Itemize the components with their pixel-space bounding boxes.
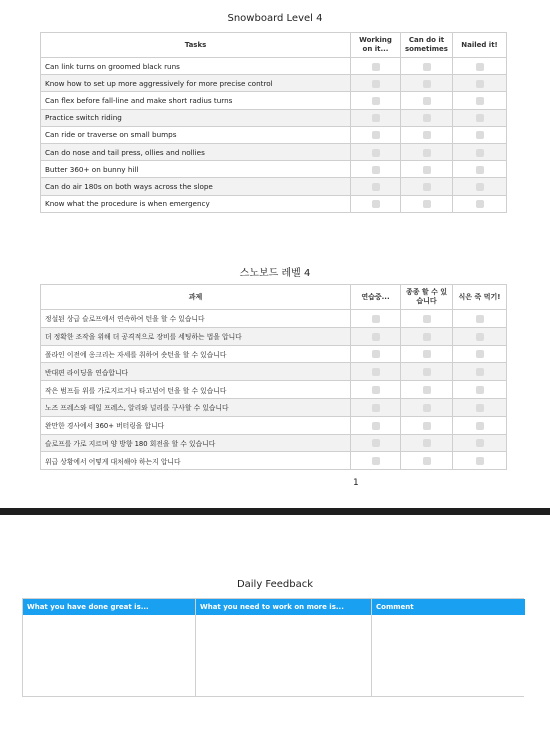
checkbox[interactable] — [476, 149, 484, 157]
task-label: Can ride or traverse on small bumps — [41, 126, 351, 143]
checkbox[interactable] — [372, 131, 380, 139]
checkbox[interactable] — [476, 404, 484, 412]
checkbox-cell — [453, 381, 507, 399]
checkbox-cell — [401, 434, 453, 452]
task-row — [41, 109, 507, 126]
checkbox[interactable] — [476, 166, 484, 174]
checkbox[interactable] — [423, 149, 431, 157]
checkbox[interactable] — [372, 386, 380, 394]
checkbox[interactable] — [423, 404, 431, 412]
task-label: 완만한 경사에서 360+ 버터링을 합니다 — [41, 416, 351, 434]
checkbox-cell — [351, 109, 401, 126]
task-row — [41, 126, 507, 143]
task-label: 정설된 상급 슬로프에서 연속하여 턴을 할 수 있습니다 — [41, 310, 351, 328]
task-row — [41, 381, 507, 399]
checkbox-cell — [401, 126, 453, 143]
feedback-column-comment — [372, 599, 525, 696]
checkbox-cell — [351, 92, 401, 109]
checkbox[interactable] — [423, 166, 431, 174]
korean-sometimes-column-header: 종종 할 수 있습니다 — [401, 285, 453, 310]
checkbox-cell — [453, 363, 507, 381]
task-row — [41, 327, 507, 345]
checkbox-cell — [351, 126, 401, 143]
task-row — [41, 75, 507, 92]
checkbox-cell — [453, 345, 507, 363]
can-do-sometimes-column-header: Can do it sometimes — [401, 33, 453, 58]
nailed-it-column-header: Nailed it! — [453, 33, 507, 58]
checkbox[interactable] — [423, 131, 431, 139]
checkbox[interactable] — [423, 63, 431, 71]
checkbox[interactable] — [372, 350, 380, 358]
checkbox-cell — [351, 327, 401, 345]
checkbox-cell — [453, 195, 507, 212]
checkbox-cell — [351, 195, 401, 212]
task-row — [41, 452, 507, 470]
checkbox[interactable] — [476, 200, 484, 208]
checkbox[interactable] — [476, 80, 484, 88]
checkbox-cell — [401, 178, 453, 195]
checkbox-cell — [401, 92, 453, 109]
checkbox[interactable] — [476, 114, 484, 122]
task-label: 슬로프를 가로 지르며 양 방향 180 회전을 할 수 있습니다 — [41, 434, 351, 452]
task-row — [41, 434, 507, 452]
task-row — [41, 161, 507, 178]
checkbox-cell — [351, 398, 401, 416]
daily-feedback-title: Daily Feedback — [236, 579, 314, 590]
checkbox-cell — [351, 310, 401, 328]
checkbox[interactable] — [423, 439, 431, 447]
checkbox[interactable] — [372, 457, 380, 465]
english-checklist-table — [40, 32, 507, 213]
task-label: Know what the procedure is when emergency — [41, 195, 351, 212]
checkbox[interactable] — [476, 386, 484, 394]
checkbox[interactable] — [476, 368, 484, 376]
checkbox[interactable] — [423, 350, 431, 358]
checkbox-cell — [351, 381, 401, 399]
feedback-header-comment: Comment — [372, 599, 525, 615]
task-row — [41, 345, 507, 363]
task-label: 위급 상황에서 어떻게 대처해야 하는지 압니다 — [41, 452, 351, 470]
checkbox-cell — [401, 416, 453, 434]
checkbox[interactable] — [372, 183, 380, 191]
checkbox[interactable] — [372, 149, 380, 157]
feedback-cell-work-on[interactable] — [196, 615, 371, 696]
checkbox[interactable] — [372, 422, 380, 430]
checkbox[interactable] — [372, 63, 380, 71]
checkbox[interactable] — [423, 80, 431, 88]
checkbox-cell — [453, 178, 507, 195]
checkbox[interactable] — [372, 80, 380, 88]
checkbox-cell — [401, 327, 453, 345]
checkbox[interactable] — [476, 350, 484, 358]
checkbox-cell — [453, 109, 507, 126]
feedback-column-done-great — [23, 599, 196, 696]
task-label: Can do air 180s on both ways across the slope — [41, 178, 351, 195]
checkbox-cell — [351, 143, 401, 160]
checkbox[interactable] — [423, 422, 431, 430]
tasks-column-header: Tasks — [41, 33, 351, 58]
task-label: Can do nose and tail press, ollies and nollies — [41, 143, 351, 160]
checkbox-cell — [453, 452, 507, 470]
task-label: 더 정확한 조작을 위해 더 공격적으로 장비를 세팅하는 법을 압니다 — [41, 327, 351, 345]
checkbox-cell — [453, 416, 507, 434]
korean-easy-column-header: 식은 죽 먹기! — [453, 285, 507, 310]
checkbox[interactable] — [476, 97, 484, 105]
task-row — [41, 310, 507, 328]
task-row — [41, 143, 507, 160]
page-number: 1 — [353, 478, 359, 488]
feedback-header-done-great: What you have done great is... — [23, 599, 195, 615]
task-row — [41, 58, 507, 75]
checkbox[interactable] — [372, 439, 380, 447]
task-label: Butter 360+ on bunny hill — [41, 161, 351, 178]
checkbox-cell — [453, 143, 507, 160]
page-divider — [0, 508, 550, 515]
checkbox-cell — [401, 398, 453, 416]
task-row — [41, 178, 507, 195]
checkbox[interactable] — [476, 333, 484, 341]
checkbox-cell — [401, 58, 453, 75]
english-checklist-title: Snowboard Level 4 — [227, 13, 323, 24]
feedback-cell-comment[interactable] — [372, 615, 525, 696]
checkbox-cell — [401, 75, 453, 92]
checkbox-cell — [351, 452, 401, 470]
checkbox-cell — [401, 310, 453, 328]
checkbox[interactable] — [372, 200, 380, 208]
checkbox-cell — [351, 345, 401, 363]
checkbox-cell — [453, 327, 507, 345]
checkbox[interactable] — [423, 200, 431, 208]
checkbox-cell — [453, 434, 507, 452]
checkbox[interactable] — [372, 404, 380, 412]
checkbox[interactable] — [423, 315, 431, 323]
checkbox-cell — [351, 363, 401, 381]
checkbox[interactable] — [476, 131, 484, 139]
task-label: 작은 범프들 위를 가로지르거나 타고넘어 턴을 할 수 있습니다 — [41, 381, 351, 399]
checkbox[interactable] — [423, 183, 431, 191]
checkbox-cell — [401, 452, 453, 470]
checkbox-cell — [453, 75, 507, 92]
checkbox[interactable] — [423, 333, 431, 341]
checkbox[interactable] — [476, 315, 484, 323]
checkbox-cell — [453, 310, 507, 328]
task-label: Practice switch riding — [41, 109, 351, 126]
working-on-it-column-header: Working on it... — [351, 33, 401, 58]
checkbox-cell — [351, 161, 401, 178]
task-row — [41, 398, 507, 416]
checkbox[interactable] — [423, 457, 431, 465]
checkbox[interactable] — [372, 166, 380, 174]
checkbox-cell — [453, 58, 507, 75]
checkbox-cell — [351, 178, 401, 195]
checkbox[interactable] — [372, 333, 380, 341]
checkbox[interactable] — [423, 368, 431, 376]
task-label: 반대편 라이딩을 연습합니다 — [41, 363, 351, 381]
feedback-cell-done-great[interactable] — [23, 615, 195, 696]
task-row — [41, 363, 507, 381]
checkbox-cell — [351, 58, 401, 75]
korean-checklist-table — [40, 284, 507, 470]
checkbox[interactable] — [476, 63, 484, 71]
task-label: Can flex before fall-line and make short radius turns — [41, 92, 351, 109]
checkbox[interactable] — [423, 386, 431, 394]
checkbox-cell — [401, 143, 453, 160]
checkbox-cell — [351, 416, 401, 434]
korean-tasks-column-header: 과제 — [41, 285, 351, 310]
task-row — [41, 416, 507, 434]
checkbox-cell — [401, 381, 453, 399]
checkbox[interactable] — [476, 439, 484, 447]
checkbox-cell — [401, 363, 453, 381]
task-label: 폴라인 이전에 옹크리는 자세를 취하여 숏턴을 할 수 있습니다 — [41, 345, 351, 363]
checkbox-cell — [453, 161, 507, 178]
checkbox[interactable] — [372, 97, 380, 105]
checkbox-cell — [401, 195, 453, 212]
task-label: Know how to set up more aggressively for more precise control — [41, 75, 351, 92]
checkbox-cell — [401, 109, 453, 126]
task-label: Can link turns on groomed black runs — [41, 58, 351, 75]
checkbox-cell — [351, 434, 401, 452]
task-row — [41, 92, 507, 109]
checkbox-cell — [401, 345, 453, 363]
task-row — [41, 195, 507, 212]
checkbox-cell — [401, 161, 453, 178]
checkbox-cell — [453, 92, 507, 109]
korean-checklist-title: 스노보드 레벨 4 — [239, 268, 311, 279]
checkbox[interactable] — [476, 457, 484, 465]
feedback-header-work-on: What you need to work on more is... — [196, 599, 371, 615]
checkbox-cell — [453, 398, 507, 416]
checkbox[interactable] — [423, 97, 431, 105]
task-label: 노즈 프레스와 테일 프레스, 알리와 널리를 구사할 수 있습니다 — [41, 398, 351, 416]
checkbox-cell — [453, 126, 507, 143]
checkbox-cell — [351, 75, 401, 92]
checkbox[interactable] — [372, 368, 380, 376]
korean-practicing-column-header: 연습중... — [351, 285, 401, 310]
feedback-column-work-on — [196, 599, 372, 696]
checkbox[interactable] — [372, 315, 380, 323]
checkbox[interactable] — [476, 183, 484, 191]
daily-feedback-table — [22, 598, 524, 697]
checkbox[interactable] — [372, 114, 380, 122]
checkbox[interactable] — [476, 422, 484, 430]
checkbox[interactable] — [423, 114, 431, 122]
